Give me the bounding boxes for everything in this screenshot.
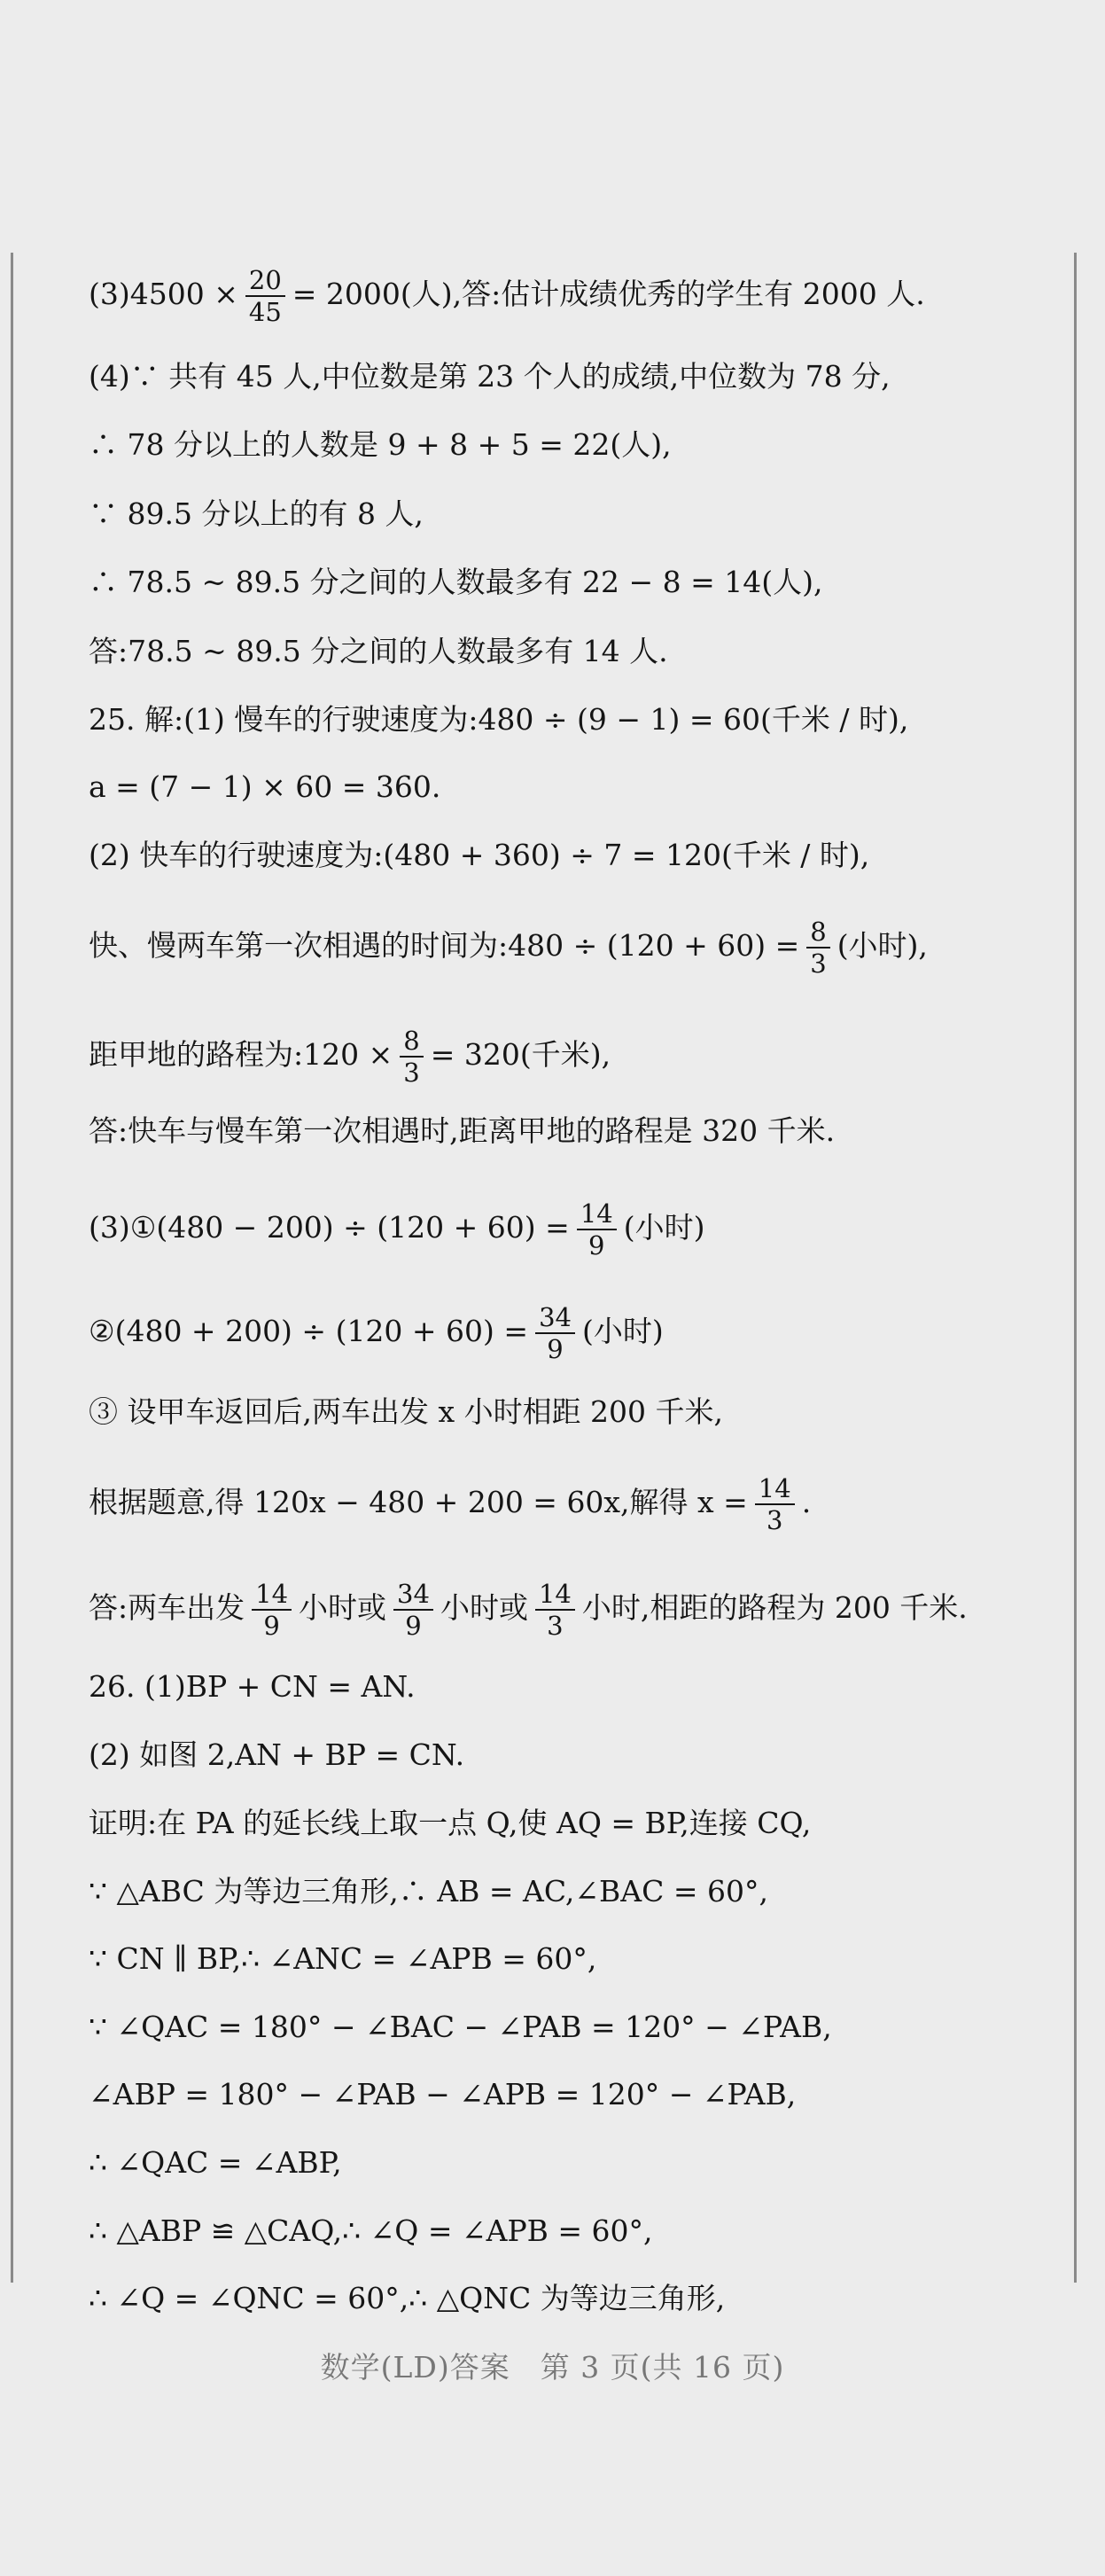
fraction: $\frac{34}{9}$ [393, 1580, 433, 1640]
text-line: 答:快车与慢车第一次相遇时,距离甲地的路程是 320 千米. [89, 1113, 836, 1148]
fraction: $\frac{14}{9}$ [252, 1580, 292, 1640]
text-line: ∵ ∠QAC = 180° − ∠BAC − ∠PAB = 120° − ∠PAB, [89, 2010, 832, 2044]
fraction: $\frac{14}{3}$ [755, 1474, 795, 1534]
text-line: ∵ △ABC 为等边三角形,∴ AB = AC,∠BAC = 60°, [89, 1874, 768, 1909]
text-line: 快、慢两车第一次相遇的时间为:480 ÷ (120 + 60) = $\frac{8}{3}$ (小时), [89, 917, 928, 979]
text-line: 证明:在 PA 的延长线上取一点 Q,使 AQ = BP,连接 CQ, [89, 1806, 812, 1840]
fraction: $\frac{20}{45}$ [245, 266, 285, 326]
page-footer: 数学(LD)答案 第 3 页(共 16 页) [320, 2350, 785, 2385]
text-line: ∵ 89.5 分以上的有 8 人, [89, 496, 424, 531]
text-line: ∴ 78.5 ~ 89.5 分之间的人数最多有 22 − 8 = 14(人), [89, 565, 823, 599]
text-line: ∴ △ABP ≌ △CAQ,∴ ∠Q = ∠APB = 60°, [89, 2213, 653, 2248]
text-line: ∴ 78 分以上的人数是 9 + 8 + 5 = 22(人), [89, 427, 672, 462]
text-line: a = (7 − 1) × 60 = 360. [89, 769, 441, 804]
text-line: (3)4500 × $\frac{20}{45}$ = 2000(人),答:估计成绩优秀的学生有 2000 人. [89, 265, 925, 327]
text-line: (2) 如图 2,AN + BP = CN. [89, 1737, 465, 1772]
fraction: $\frac{8}{3}$ [806, 917, 829, 978]
text-line: 答:两车出发 $\frac{14}{9}$ 小时或 $\frac{34}{9}$ 小时或 $\frac{14}{3}$ 小时,相距的路程为 200 千米. [89, 1579, 968, 1641]
fraction: $\frac{14}{3}$ [535, 1580, 575, 1640]
text-line: ∴ ∠QAC = ∠ABP, [89, 2145, 342, 2180]
text-line: 距甲地的路程为:120 × $\frac{8}{3}$ = 320(千米), [89, 1026, 611, 1088]
text-line: (3)①(480 − 200) ÷ (120 + 60) = $\frac{14}{9}$ (小时) [89, 1198, 705, 1261]
text-line: ②(480 + 200) ÷ (120 + 60) = $\frac{34}{9}$ (小时) [89, 1302, 664, 1364]
fraction: $\frac{8}{3}$ [400, 1026, 423, 1087]
text-line: ∵ CN ∥ BP,∴ ∠ANC = ∠APB = 60°, [89, 1941, 597, 1976]
fraction: $\frac{34}{9}$ [535, 1303, 575, 1363]
text-line: ∠ABP = 180° − ∠PAB − ∠APB = 120° − ∠PAB, [89, 2077, 797, 2112]
text-line: 25. 解:(1) 慢车的行驶速度为:480 ÷ (9 − 1) = 60(千米 / 时), [89, 702, 909, 737]
right-margin-rule [1074, 253, 1077, 2283]
text-line: 根据题意,得 120x − 480 + 200 = 60x,解得 x = $\frac{14}{3}$ . [89, 1473, 812, 1535]
text-line: (2) 快车的行驶速度为:(480 + 360) ÷ 7 = 120(千米 / 时), [89, 838, 870, 872]
text-line: (4)∵ 共有 45 人,中位数是第 23 个人的成绩,中位数为 78 分, [89, 359, 891, 394]
text-line: 26. (1)BP + CN = AN. [89, 1669, 416, 1704]
text-line: ∴ ∠Q = ∠QNC = 60°,∴ △QNC 为等边三角形, [89, 2281, 726, 2315]
fraction: $\frac{14}{9}$ [577, 1199, 617, 1260]
text-line: ③ 设甲车返回后,两车出发 x 小时相距 200 千米, [89, 1394, 724, 1429]
left-margin-rule [11, 253, 13, 2283]
text-line: 答:78.5 ~ 89.5 分之间的人数最多有 14 人. [89, 634, 668, 668]
